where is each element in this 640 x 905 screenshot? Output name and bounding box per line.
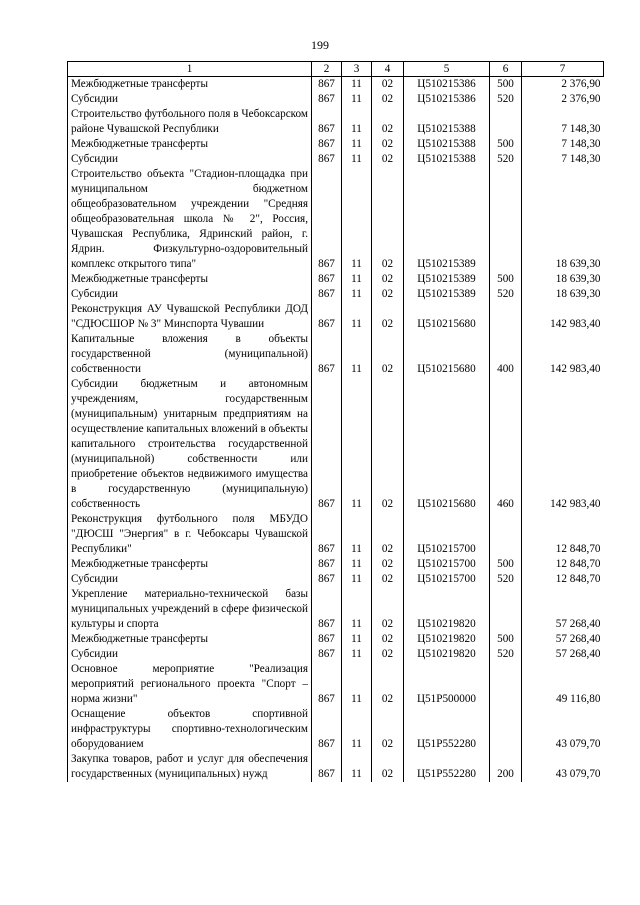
section-code: 11 [342,632,372,647]
section-code: 11 [342,587,372,632]
target-article-code: Ц510215680 [404,302,490,332]
amount: 2 376,90 [561,93,601,105]
section-code: 11 [342,662,372,707]
section-code: 11 [342,287,372,302]
table-row [68,647,604,662]
expense-item-name: Субсидии [68,92,312,107]
subsection-code: 02 [372,377,404,512]
budget-table [67,61,604,782]
ministry-code: 867 [312,287,342,302]
target-article-code: Ц510219820 [404,647,490,662]
ministry-code: 867 [312,152,342,167]
expense-item-name: Межбюджетные трансферты [68,77,312,93]
target-article-code: Ц510215388 [404,107,490,137]
expense-type-code [490,107,522,137]
expense-type-code: 520 [490,287,522,302]
expense-item-name: Межбюджетные трансферты [68,137,312,152]
amount: 12 848,70 [555,543,601,555]
subsection-code: 02 [372,557,404,572]
expense-item-name: Оснащение объектов спортивной инфраструктуры спортивно-технологическим оборудованием [68,707,312,752]
subsection-code: 02 [372,662,404,707]
expense-type-code [490,707,522,752]
table-row [68,77,604,93]
section-code: 11 [342,377,372,512]
target-article-code: Ц510215700 [404,557,490,572]
amount: 12 848,70 [555,558,601,570]
table-row [68,167,604,272]
expense-type-code [490,167,522,272]
ministry-code: 867 [312,512,342,557]
target-article-code: Ц510215388 [404,152,490,167]
section-code: 11 [342,572,372,587]
ministry-code: 867 [312,632,342,647]
amount: 43 079,70 [555,768,601,780]
table-row [68,302,604,332]
section-code: 11 [342,557,372,572]
table-row [68,662,604,707]
expense-type-code: 500 [490,632,522,647]
amount: 18 639,30 [555,258,601,270]
subsection-code: 02 [372,512,404,557]
ministry-code: 867 [312,332,342,377]
expense-item-name: Закупка товаров, работ и услуг для обеспечения государственных (муниципальных) нужд [68,752,312,782]
section-code: 11 [342,332,372,377]
section-code: 11 [342,137,372,152]
table-row [68,557,604,572]
expense-item-name: Реконструкция АУ Чувашской Республики ДОД "СДЮСШОР № 3" Минспорта Чувашии [68,302,312,332]
table-row [68,707,604,752]
expense-item-name: Межбюджетные трансферты [68,272,312,287]
ministry-code: 867 [312,752,342,782]
column-header: 7 [522,62,604,77]
amount: 7 148,30 [561,153,601,165]
target-article-code: Ц51P552280 [404,707,490,752]
ministry-code: 867 [312,167,342,272]
expense-type-code [490,662,522,707]
amount: 7 148,30 [561,138,601,150]
subsection-code: 02 [372,92,404,107]
ministry-code: 867 [312,572,342,587]
section-code: 11 [342,107,372,137]
expense-item-name: Основное мероприятие "Реализация мероприятий регионального проекта "Спорт – норма жизни" [68,662,312,707]
table-row [68,272,604,287]
column-header: 4 [372,62,404,77]
table-row [68,152,604,167]
target-article-code: Ц510215680 [404,332,490,377]
column-header: 5 [404,62,490,77]
expense-type-code: 460 [490,377,522,512]
subsection-code: 02 [372,287,404,302]
target-article-code: Ц510215700 [404,512,490,557]
subsection-code: 02 [372,647,404,662]
section-code: 11 [342,152,372,167]
subsection-code: 02 [372,77,404,93]
expense-item-name: Субсидии [68,287,312,302]
section-code: 11 [342,752,372,782]
section-code: 11 [342,707,372,752]
ministry-code: 867 [312,662,342,707]
amount: 7 148,30 [561,123,601,135]
section-code: 11 [342,167,372,272]
subsection-code: 02 [372,272,404,287]
section-code: 11 [342,77,372,93]
table-row [68,107,604,137]
column-header: 3 [342,62,372,77]
amount: 18 639,30 [555,288,601,300]
ministry-code: 867 [312,77,342,93]
section-code: 11 [342,92,372,107]
amount: 2 376,90 [561,78,601,90]
subsection-code: 02 [372,707,404,752]
expense-item-name: Субсидии [68,647,312,662]
subsection-code: 02 [372,137,404,152]
ministry-code: 867 [312,137,342,152]
amount: 57 268,40 [555,633,601,645]
expense-type-code: 400 [490,332,522,377]
subsection-code: 02 [372,752,404,782]
expense-item-name: Строительство футбольного поля в Чебоксарском районе Чувашской Республики [68,107,312,137]
subsection-code: 02 [372,107,404,137]
page-number: 199 [311,38,329,52]
expense-item-name: Капитальные вложения в объекты государственной (муниципальной) собственности [68,332,312,377]
expense-type-code: 520 [490,152,522,167]
table-row [68,92,604,107]
ministry-code: 867 [312,107,342,137]
table-header-row [68,62,604,77]
table-row [68,377,604,512]
section-code: 11 [342,647,372,662]
subsection-code: 02 [372,632,404,647]
expense-item-name: Укрепление материально-технической базы муниципальных учреждений в сфере физической культуры и спорта [68,587,312,632]
subsection-code: 02 [372,302,404,332]
expense-item-name: Субсидии бюджетным и автономным учреждениям, государственным (муниципальным) унитарным предприятиям на осуществление капитальных вложений в объекты капитального строительства государственной (муниципальной) собственности или приобретение объектов недвижимого имущества в государственную (муниципальную) собственность [68,377,312,512]
section-code: 11 [342,302,372,332]
expense-item-name: Межбюджетные трансферты [68,632,312,647]
table-row [68,512,604,557]
table-row [68,572,604,587]
target-article-code: Ц510219820 [404,587,490,632]
subsection-code: 02 [372,152,404,167]
target-article-code: Ц510215386 [404,77,490,93]
ministry-code: 867 [312,557,342,572]
ministry-code: 867 [312,707,342,752]
target-article-code: Ц510215700 [404,572,490,587]
section-code: 11 [342,512,372,557]
target-article-code: Ц510215386 [404,92,490,107]
ministry-code: 867 [312,272,342,287]
table-row [68,587,604,632]
expense-type-code: 500 [490,557,522,572]
table-body [68,77,604,783]
subsection-code: 02 [372,332,404,377]
amount: 49 116,80 [556,693,601,705]
amount: 43 079,70 [555,738,601,750]
column-header: 1 [68,62,312,77]
amount: 12 848,70 [555,573,601,585]
section-code: 11 [342,272,372,287]
expense-item-name: Строительство объекта "Стадион-площадка при муниципальном бюджетном общеобразовательном учреждении "Средняя общеобразовательная школа № 2", Россия, Чувашская Республика, Ядринский район, г. Ядрин. Физкультурно-оздоровительный комплекс открытого типа" [68,167,312,272]
table-row [68,137,604,152]
table-row [68,632,604,647]
subsection-code: 02 [372,572,404,587]
target-article-code: Ц510215389 [404,167,490,272]
amount: 142 983,40 [550,498,601,510]
subsection-code: 02 [372,167,404,272]
ministry-code: 867 [312,92,342,107]
column-header: 6 [490,62,522,77]
table-row [68,752,604,782]
expense-item-name: Межбюджетные трансферты [68,557,312,572]
expense-type-code: 200 [490,752,522,782]
expense-item-name: Реконструкция футбольного поля МБУДО "ДЮСШ "Энергия" в г. Чебоксары Чувашской Республики" [68,512,312,557]
column-header: 2 [312,62,342,77]
expense-type-code: 500 [490,137,522,152]
expense-type-code [490,302,522,332]
ministry-code: 867 [312,302,342,332]
amount: 142 983,40 [550,318,601,330]
expense-type-code: 500 [490,272,522,287]
expense-type-code: 520 [490,647,522,662]
target-article-code: Ц51P500000 [404,662,490,707]
amount: 57 268,40 [555,648,601,660]
target-article-code: Ц510215680 [404,377,490,512]
ministry-code: 867 [312,587,342,632]
table-row [68,332,604,377]
expense-type-code [490,587,522,632]
expense-item-name: Субсидии [68,572,312,587]
expense-type-code: 520 [490,92,522,107]
ministry-code: 867 [312,647,342,662]
expense-type-code: 500 [490,77,522,93]
target-article-code: Ц51P552280 [404,752,490,782]
amount: 57 268,40 [555,618,601,630]
expense-type-code [490,512,522,557]
target-article-code: Ц510215389 [404,272,490,287]
subsection-code: 02 [372,587,404,632]
target-article-code: Ц510215388 [404,137,490,152]
ministry-code: 867 [312,377,342,512]
target-article-code: Ц510219820 [404,632,490,647]
amount: 142 983,40 [550,363,601,375]
target-article-code: Ц510215389 [404,287,490,302]
expense-item-name: Субсидии [68,152,312,167]
amount: 18 639,30 [555,273,601,285]
expense-type-code: 520 [490,572,522,587]
table-row [68,287,604,302]
